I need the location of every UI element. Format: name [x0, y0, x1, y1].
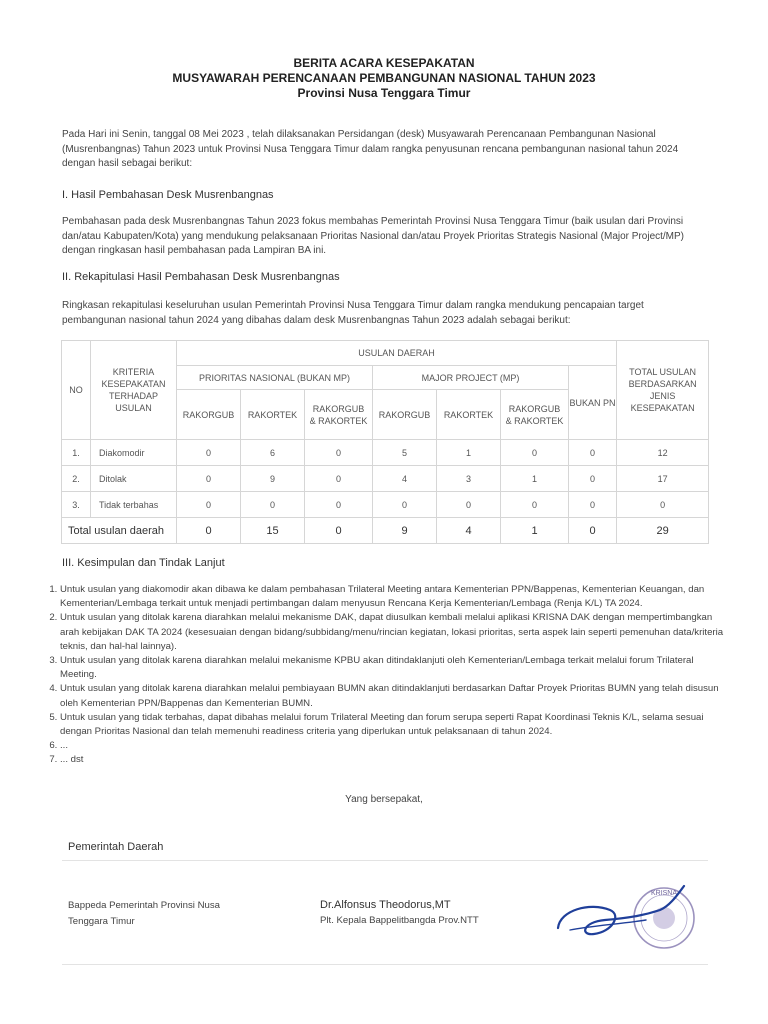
- cell-label: Diakomodir: [91, 440, 177, 466]
- table-row: [62, 466, 709, 492]
- list-item: 4. Untuk usulan yang ditolak karena diarahkan melalui pembiayaan BUMN akan ditindaklanjuti berdasarkan Daftar Proyek Prioritas BUMN yang telah disusun oleh Kementerian PPN/Bappenas dan Kementerian BUMN.: [60, 682, 730, 710]
- cell-label: Tidak terbahas: [91, 492, 177, 518]
- section-3-heading: III. Kesimpulan dan Tindak Lanjut: [62, 557, 225, 569]
- header-total: TOTAL USULAN BERDASARKAN JENIS KESEPAKATAN: [617, 341, 709, 440]
- cell-total: 12: [617, 440, 709, 466]
- header-pn-rakortek: RAKORTEK: [241, 390, 305, 440]
- cell-value: 0: [177, 466, 241, 492]
- intro-line-1: Pada Hari ini Senin, tanggal 08 Mei 2023 , telah dilaksanakan Persidangan (desk) Musyawarah Perencanaan Pembangunan Nasional: [62, 129, 656, 140]
- intro-paragraph: [62, 128, 710, 172]
- list-item: 6. ...: [60, 739, 730, 753]
- signatory-name: Dr.Alfonsus Theodorus,MT: [320, 899, 451, 911]
- header-usulan-daerah: USULAN DAERAH: [177, 341, 617, 366]
- table-row: [62, 440, 709, 466]
- divider: [62, 860, 708, 861]
- cell-value: 0: [177, 492, 241, 518]
- conclusion-list: [40, 583, 730, 768]
- total-value: 0: [177, 518, 241, 544]
- recap-table: [61, 340, 709, 544]
- cell-value: 1: [501, 466, 569, 492]
- total-value: 9: [373, 518, 437, 544]
- section-1-heading: I. Hasil Pembahasan Desk Musrenbangnas: [62, 189, 274, 201]
- cell-total: 17: [617, 466, 709, 492]
- cell-value: 0: [569, 466, 617, 492]
- header-prioritas-nasional: PRIORITAS NASIONAL (BUKAN MP): [177, 366, 373, 390]
- organization-line-1: Bappeda Pemerintah Provinsi Nusa: [68, 900, 220, 911]
- header-pn-both: RAKORGUB & RAKORTEK: [305, 390, 373, 440]
- header-pn-rakorgub: RAKORGUB: [177, 390, 241, 440]
- title-line-2: MUSYAWARAH PERENCANAAN PEMBANGUNAN NASIONAL TAHUN 2023: [172, 71, 596, 85]
- document-title: [0, 56, 768, 101]
- cell-value: 0: [501, 492, 569, 518]
- organization-line-2: Tenggara Timur: [68, 916, 135, 927]
- cell-value: 0: [305, 466, 373, 492]
- cell-value: 0: [437, 492, 501, 518]
- title-line-3: Provinsi Nusa Tenggara Timur: [297, 86, 471, 100]
- stamp-text: KRISNA: [650, 890, 678, 897]
- section-2-line-2: pembangunan nasional tahun 2024 yang dibahas dalam desk Musrenbangnas Tahun 2023 adalah sebagai berikut:: [62, 314, 571, 326]
- cell-value: 0: [501, 440, 569, 466]
- signature-stamp: [550, 880, 700, 960]
- header-no: NO: [62, 341, 91, 440]
- total-value: 0: [569, 518, 617, 544]
- cell-value: 9: [241, 466, 305, 492]
- total-value: 15: [241, 518, 305, 544]
- cell-value: 0: [241, 492, 305, 518]
- header-mp-both: RAKORGUB & RAKORTEK: [501, 390, 569, 440]
- total-value: 1: [501, 518, 569, 544]
- header-kriteria: KRITERIA KESEPAKATAN TERHADAP USULAN: [91, 341, 177, 440]
- header-bukan-pn: BUKAN PN: [569, 366, 617, 440]
- total-value: 0: [305, 518, 373, 544]
- cell-value: 5: [373, 440, 437, 466]
- divider: [62, 964, 708, 965]
- signatory-block: [320, 897, 530, 929]
- cell-no: 1.: [62, 440, 91, 466]
- signatory-position: Plt. Kepala Bappelitbangda Prov.NTT: [320, 915, 479, 926]
- party-label: Pemerintah Daerah: [68, 841, 164, 853]
- cell-value: 0: [305, 440, 373, 466]
- cell-total: 0: [617, 492, 709, 518]
- list-item: 5. Untuk usulan yang tidak terbahas, dapat dibahas melalui forum Trilateral Meeting dan forum serupa seperti Rapat Koordinasi Teknis K/L, selama sesuai dengan Prioritas Nasional dan telah memenuhi readiness criteria yang diperlukan untuk pelaksanaan di tahun 2024.: [60, 711, 730, 739]
- section-2-line-1: Ringkasan rekapitulasi keseluruhan usulan Pemerintah Provinsi Nusa Tenggara Timur dalam rangka mendukung pencapaian target: [62, 300, 644, 311]
- cell-value: 3: [437, 466, 501, 492]
- section-1-line-3: dengan ringkasan hasil pembahasan pada Lampiran BA ini.: [62, 245, 327, 256]
- cell-value: 1: [437, 440, 501, 466]
- list-item: 2. Untuk usulan yang ditolak karena diarahkan melalui mekanisme DAK, dapat diusulkan kembali melalui aplikasi KRISNA DAK dengan mempertimbangkan arah kebijakan DAK TA 2024 (kesesuaian dengan bidang/subbidang/menu/rincian kegiatan, lokasi prioritas, serta aspek lain seperti pemenuhan data/kriteria teknis, dan hal-hal lainnya).: [60, 611, 730, 654]
- section-1-paragraph: [62, 215, 710, 259]
- cell-no: 3.: [62, 492, 91, 518]
- section-2-paragraph: [62, 299, 710, 328]
- list-item: 3. Untuk usulan yang ditolak karena diarahkan melalui mekanisme KPBU akan ditindaklanjuti oleh Kementerian/Lembaga terkait melalui forum Trilateral Meeting.: [60, 654, 730, 682]
- total-grand: 29: [617, 518, 709, 544]
- cell-value: 4: [373, 466, 437, 492]
- intro-line-3: dengan hasil sebagai berikut:: [62, 158, 193, 169]
- intro-line-2: (Musrenbangnas) Tahun 2023 untuk Provinsi Nusa Tenggara Timur dalam rangka penyusunan rencana pembangunan nasional tahun 2024: [62, 143, 679, 155]
- table-row: [62, 492, 709, 518]
- table-total-row: [62, 518, 709, 544]
- list-item: 7. ... dst: [60, 753, 730, 767]
- header-mp-rakorgub: RAKORGUB: [373, 390, 437, 440]
- cell-value: 0: [305, 492, 373, 518]
- section-2-heading: II. Rekapitulasi Hasil Pembahasan Desk Musrenbangnas: [62, 271, 340, 283]
- signatory-organization: [68, 898, 248, 930]
- list-item: 1. Untuk usulan yang diakomodir akan dibawa ke dalam pembahasan Trilateral Meeting antara Kementerian PPN/Bappenas, Kementerian Keuangan, dan Kementerian/Lembaga terkait untuk menjadi pertimbangan dalam menyusun Rencana Kerja Kementerian/Lembaga (Renja K/L) TA 2024.: [60, 583, 730, 611]
- title-line-1: BERITA ACARA KESEPAKATAN: [293, 56, 475, 70]
- header-major-project: MAJOR PROJECT (MP): [373, 366, 569, 390]
- cell-value: 6: [241, 440, 305, 466]
- cell-value: 0: [569, 492, 617, 518]
- agreement-text: Yang bersepakat,: [345, 794, 423, 805]
- header-mp-rakortek: RAKORTEK: [437, 390, 501, 440]
- cell-value: 0: [569, 440, 617, 466]
- total-label: Total usulan daerah: [62, 518, 177, 544]
- cell-value: 0: [373, 492, 437, 518]
- total-value: 4: [437, 518, 501, 544]
- cell-label: Ditolak: [91, 466, 177, 492]
- section-1-line-1: Pembahasan pada desk Musrenbangnas Tahun 2023 fokus membahas Pemerintah Provinsi Nusa Tenggara Timur (baik usulan dari Provinsi: [62, 216, 684, 227]
- cell-no: 2.: [62, 466, 91, 492]
- section-1-line-2: dan/atau Kabupaten/Kota) yang mendukung pelaksanaan Prioritas Nasional dan/atau Proyek Prioritas Strategis Nasional (Major Project/MP): [62, 230, 685, 242]
- cell-value: 0: [177, 440, 241, 466]
